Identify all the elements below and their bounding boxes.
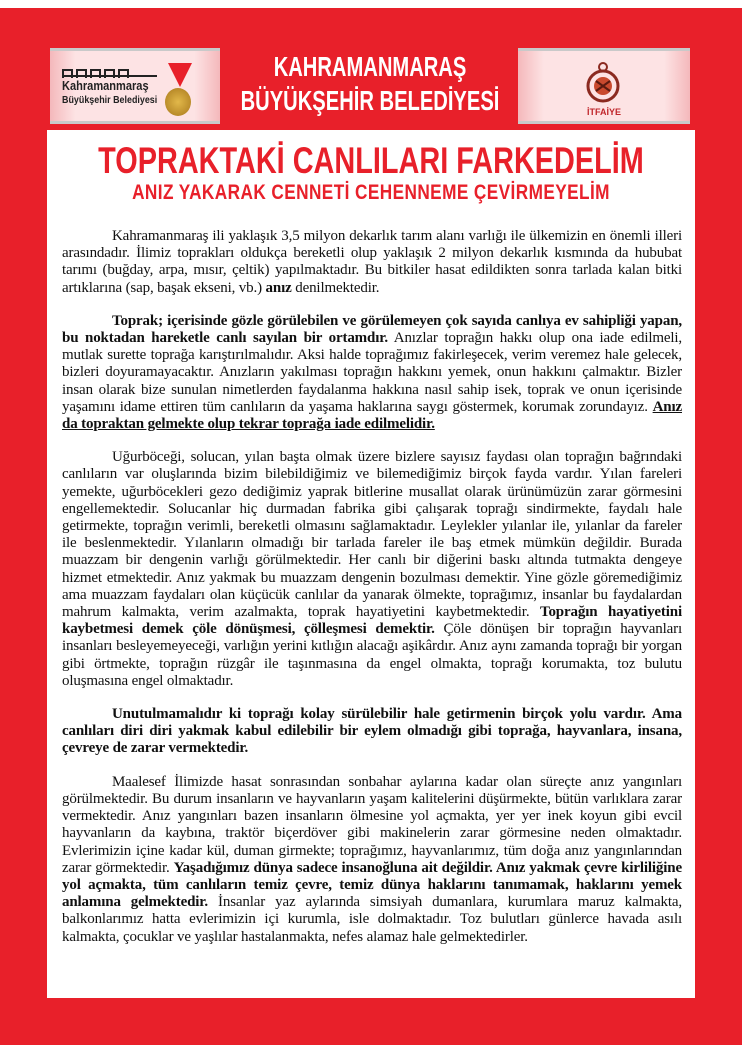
poster-title: TOPRAKTAKİ CANLILARI FARKEDELİM <box>98 140 644 181</box>
skyline-icon <box>62 65 157 77</box>
paragraph <box>62 313 682 433</box>
text-run: İnsanlar yaz aylarında simsiyah dumanlara, kurumlara maruz kalmakta, balkonlarımız hatta evlerimizin içi kurumla, isle dolmaktadır. Toz bulutları günlerce havada asılı kalmakta, çocuklar ve yaşlılar hastalanmakta, nefes alamaz hale gelmektedirler. <box>62 894 682 945</box>
ribbon-icon <box>168 63 192 87</box>
text-run: Çöle dönüşen bir toprağın hayvanları insanları besleyemeyeceği, varlığın yerini kıtlığın alacağı aşikârdır. Anız aynı zamanda toprağı bir yorgan gibi örtmekte, toprağın rüzgâr ile taşınmasına da engel olmakta, toprağı korumakta, toz bulutu oluşmasına engel olmaktadır. <box>62 621 682 689</box>
bold-text: Toprak; içerisinde gözle görülebilen ve görülemeyen çok sayıda canlıya ev sahipliği yapan, bu noktadan hareketle canlı sayılan bir ortamdır. <box>62 312 682 347</box>
top-border <box>0 0 742 8</box>
paragraph <box>62 706 682 758</box>
fire-emblem-icon <box>582 61 624 105</box>
fire-department-label: İTFAİYE <box>586 107 621 117</box>
bold-text: Unutulmamalıdır ki toprağı kolay sürülebilir hale getirmenin birçok yolu vardır. Ama canlıları diri diri yakmak kabul edilebilir bir eylem olmadığı gibi toprağa, hayvanlara, insana, çevreye de zarar vermektedir. <box>62 706 682 757</box>
paragraph <box>62 228 682 297</box>
logo-name: Kahramanmaraş <box>62 78 149 93</box>
org-title-line1: KAHRAMANMARAŞ <box>273 51 467 82</box>
bold-text: anız <box>265 279 292 296</box>
text-run: denilmektedir. <box>291 279 380 296</box>
paragraph <box>62 774 682 946</box>
poster-body <box>62 228 682 962</box>
municipality-logo <box>50 48 220 124</box>
logo-subtitle: Büyükşehir Belediyesi <box>62 94 158 106</box>
poster-subtitle: ANIZ YAKARAK CENNETİ CEHENNEME ÇEVİRMEYELİM <box>132 181 610 204</box>
bold-text: Yaşadığımız dünya sadece insanoğluna ait değildir. Anız yakmak çevre kirliliğine yol açmakta, tüm canlıların temiz çevre, temiz dünya haklarını tanımamak, haklarını yemek anlamına gelmektedir. <box>62 859 682 911</box>
text-run: Anızlar toprağın hakkı olup ona iade edilmeli, mutlak surette toprağa karıştırılmalıdır. Aksi halde toprağımız fakirleşecek, verim veremez hale gelecek, bizleri doyuramayacaktır. Anızların yakılması toprağın hakkını yemek, onun hakkını çalmaktır. Bizler insan olarak bize sunulan nimetlerden faydalanma hakkına nasıl sahip isek, toprak ve onun içerisinde yaşamını idame ettiren tüm canlıların da yaşama haklarına saygı göstermek, korumak zorundayız. <box>62 330 683 415</box>
fire-department-logo <box>518 48 690 124</box>
text-run: Kahramanmaraş ili yaklaşık 3,5 milyon dekarlık tarım alanı varlığı ile ülkemizin en önemli illeri arasındadır. İlimiz toprakları oldukça bereketli olup yaklaşık 2 milyon dekarlık kısmında da hububat tarımı (buğday, arpa, mısır, çeltik) yapılmaktadır. Bu bitkiler hasat edildikten sonra tarlada kalan bitki artıklarına (sap, başak ekseni, vb.) <box>62 228 682 296</box>
paragraph <box>62 449 682 690</box>
org-title <box>222 50 518 120</box>
org-title-line2: BÜYÜKŞEHİR BELEDİYESİ <box>240 85 500 116</box>
bold-text: Toprağın hayatiyetini kaybetmesi demek çöle dönüşmesi, çölleşmesi demektir. <box>62 604 683 638</box>
text-run: Maalesef İlimizde hasat sonrasından sonbahar aylarına kadar olan süreçte anız yangınları görülmektedir. Bu durum insanların ve hayvanların yaşam kalitelerini düşürmekte, bütün varlıklara zarar vermektedir. Anız yangınları bazen insanların ölmesine yol açmakta, yer yer inek koyun gibi evcil hayvanların da kaybına, traktör biçerdöver gibi makinelerin zarar görmesine neden olmaktadır. Evlerimizin içine kadar kül, duman girmekte; toprağımız, hayvanlarımız, tüm doğa anız yangınlarından zarar görmektedir. <box>62 773 682 876</box>
bold-text: Anız da topraktan gelmekte olup tekrar toprağa iade edilmelidir. <box>62 398 682 433</box>
text-run: Uğurböceği, solucan, yılan başta olmak üzere bizlere sayısız faydası olan toprağın bağrındaki canlıların var oluşlarında bizim bilebildiğimiz ve bilemediğimiz birçok fayda vardır. Yılan fareleri yemekte, uğurböcekleri gezo dediğimiz yaprak bitlerine musallat olarak ürünümüzün zarar görmesini engellemektedir. Solucanlar hiç durmadan fabrika gibi çalışarak toprağı sindirmekte, faydalı hale getirmekte, toprağın verimli, bereketli olmasını sağlamaktadır. Leylekler yılanlar ile, yılanlar da fareler ile beslenmektedir. Yılanların olmadığı bir tarlada fareler ile baş etmek mümkün değildir. Burada muazzam bir dengenin varlığı görülmektedir. Her canlı bir diğerini baskı altında tutmakta dengeye hizmet etmektedir. Anız yakmak bu muazzam dengenin bozulması demektir. Yine gözle göremediğimiz ama muazzam faydaları olan küçücük canlılar da yanarak ölmekte, toprağımız, insanlar bu faydalardan mahrum kalmakta, verim azalmakta, toprak hayatiyetini kaybetmektedir. <box>62 449 682 621</box>
medal-icon <box>165 88 191 116</box>
content-panel <box>47 130 695 998</box>
